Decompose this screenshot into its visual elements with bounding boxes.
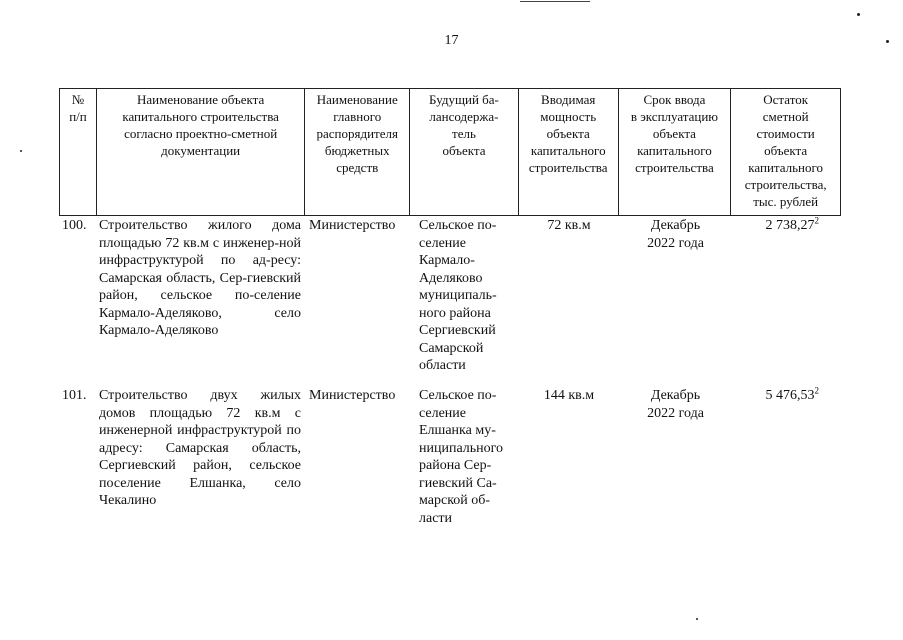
- footnote-marker: 2: [814, 215, 819, 226]
- table-header: [59, 88, 841, 216]
- header-number: № п/п: [60, 89, 97, 215]
- table-row: [59, 217, 841, 375]
- row-budget-manager: Министерство: [309, 218, 396, 233]
- header-budget-manager: Наименование главного распорядителя бюджетных средств: [305, 89, 410, 215]
- row-budget-manager: Министерство: [309, 388, 396, 403]
- header-remaining-cost: Остаток сметной стоимости объекта капитального строительства, тыс. рублей: [744, 92, 827, 209]
- scan-speck: [857, 13, 860, 16]
- row-future-holder: Сельское по- селение Кармало- Аделяково муниципаль- ного района Сергиевский Самарской области: [419, 218, 497, 373]
- row-commission-date: Декабрь 2022 года: [647, 388, 704, 421]
- row-object-name: Строительство двух жилых домов площадью 72 кв.м с инженерной инфраструктурой по адресу: Самарская область, Сергиевский район, сельское поселение Елшанка, село Чекалино: [99, 388, 301, 508]
- row-number: 100.: [62, 218, 87, 233]
- header-future-holder: Будущий ба- лансодержа- тель объекта: [410, 89, 519, 215]
- row-capacity: 144 кв.м: [543, 388, 595, 403]
- row-remaining-cost: [732, 217, 841, 375]
- page-number: 17: [444, 33, 459, 48]
- row-number: 101.: [62, 388, 87, 403]
- row-object-name: Строительство жилого дома площадью 72 кв.м с инженер-ной инфраструктурой по ад-ресу: Самарская область, Сер-гиевский район, сельское по-селение Кармало-Аделяково, село Кармало-Аделяково: [99, 218, 301, 338]
- header-commission-date: Срок ввода в эксплуатацию объекта капитального строительства: [619, 89, 732, 215]
- footnote-marker: 2: [814, 385, 819, 396]
- scan-speck: [20, 150, 22, 152]
- scan-mark: [520, 1, 590, 2]
- table-row: [59, 387, 841, 527]
- header-capacity: Вводимая мощность объекта капитального строительства: [519, 89, 619, 215]
- row-commission-date: Декабрь 2022 года: [647, 218, 704, 251]
- row-future-holder: Сельское по- селение Елшанка му- ниципального района Сер- гиевский Са- марской об- ласти: [419, 388, 504, 526]
- scan-speck: [696, 618, 698, 620]
- header-object-name: Наименование объекта капитального строительства согласно проектно-сметной документации: [97, 89, 305, 215]
- remaining-cost-value: 5 476,53: [765, 388, 815, 403]
- row-remaining-cost: [732, 387, 841, 527]
- row-capacity: 72 кв.м: [547, 218, 591, 233]
- remaining-cost-value: 2 738,27: [765, 218, 815, 233]
- scan-speck: [886, 40, 889, 43]
